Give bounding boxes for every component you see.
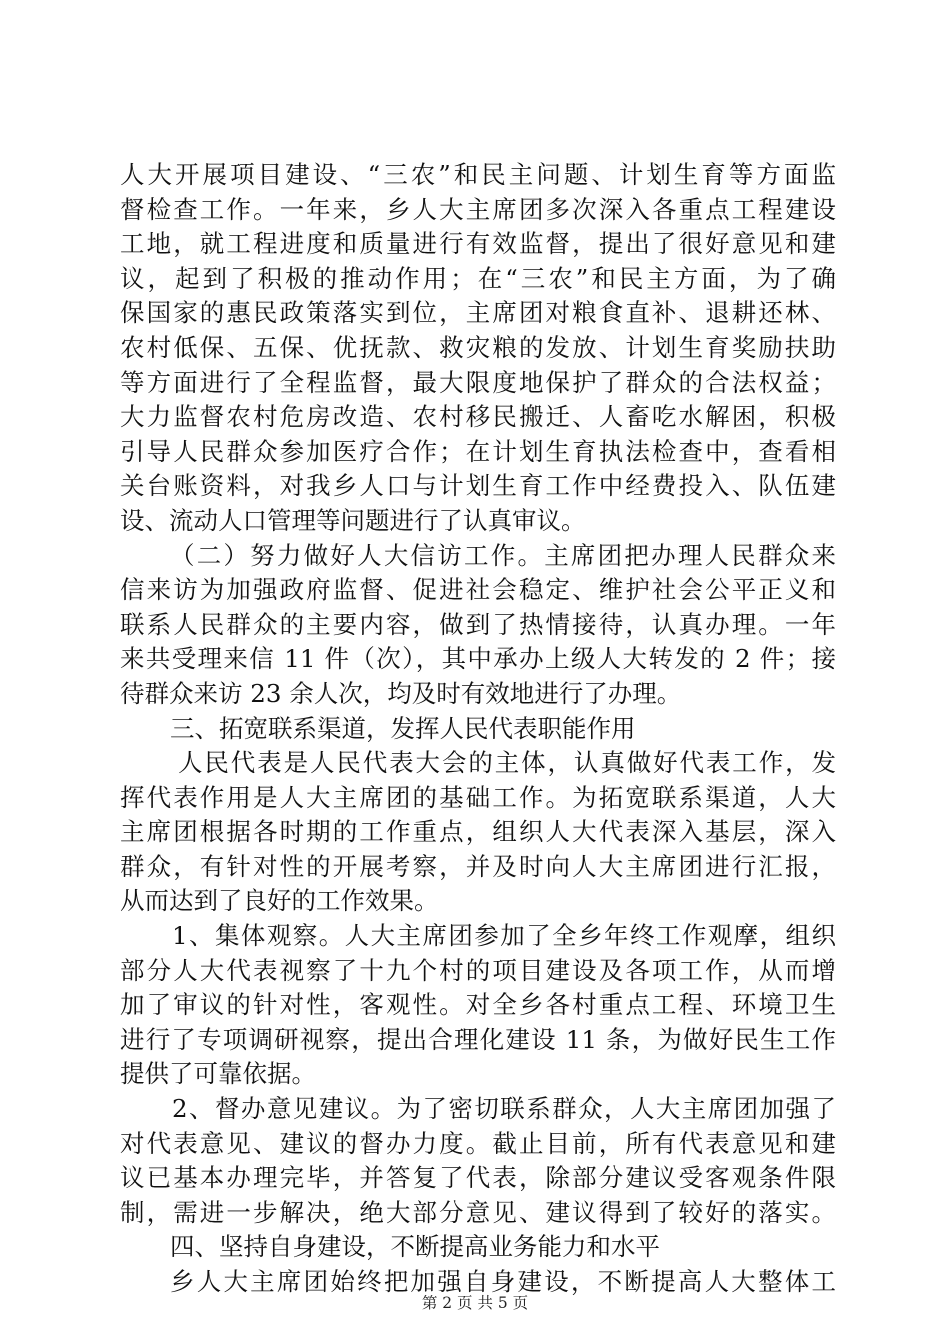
text-line: 关台账资料，对我乡人口与计划生育工作中经费投入、队伍建	[120, 471, 836, 501]
text-line: 设、流动人口管理等问题进行了认真审议。	[120, 505, 586, 535]
page-number-footer: 第 2 页 共 5 页	[421, 1294, 529, 1312]
text-line: 三、拓宽联系渠道，发挥人民代表职能作用	[170, 713, 636, 743]
text-line: 人民代表是人民代表大会的主体，认真做好代表工作，发	[178, 748, 836, 778]
text-line: 部分人大代表视察了十九个村的项目建设及各项工作，从而增	[120, 955, 836, 985]
text-line: 人大开展项目建设、“三农”和民主问题、计划生育等方面监	[120, 160, 836, 189]
text-line: 来共受理来信 11 件（次），其中承办上级人大转发的 2 件；接	[120, 644, 836, 674]
text-line: 对代表意见、建议的督办力度。截止目前，所有代表意见和建	[120, 1128, 836, 1158]
text-line: 工地，就工程进度和质量进行有效监督，提出了很好意见和建	[120, 229, 836, 259]
text-line: 农村低保、五保、优抚款、救灾粮的发放、计划生育奖励扶助	[120, 332, 836, 362]
text-line: 联系人民群众的主要内容，做到了热情接待，认真办理。一年	[120, 609, 836, 639]
text-line: 加了审议的针对性，客观性。对全乡各村重点工程、环境卫生	[120, 990, 836, 1020]
text-line: 信来访为加强政府监督、促进社会稳定、维护社会公平正义和	[120, 575, 836, 605]
text-line: 主席团根据各时期的工作重点，组织人大代表深入基层，深入	[120, 817, 836, 847]
text-line: （二）努力做好人大信访工作。主席团把办理人民群众来	[170, 540, 836, 570]
text-line: 从而达到了良好的工作效果。	[120, 886, 439, 916]
text-line: 待群众来访 23 余人次，均及时有效地进行了办理。	[120, 678, 682, 708]
text-line: 大力监督农村危房改造、农村移民搬迁、人畜吃水解困，积极	[120, 402, 836, 432]
text-line: 保国家的惠民政策落实到位，主席团对粮食直补、退耕还林、	[120, 298, 836, 328]
text-line: 挥代表作用是人大主席团的基础工作。为拓宽联系渠道，人大	[120, 782, 836, 812]
text-line: 2、督办意见建议。为了密切联系群众，人大主席团加强了	[172, 1094, 836, 1124]
text-line: 乡人大主席团始终把加强自身建设，不断提高人大整体工	[170, 1267, 836, 1296]
text-line: 引导人民群众参加医疗合作；在计划生育执法检查中，查看相	[120, 436, 836, 466]
text-line: 制，需进一步解决，绝大部分意见、建议得到了较好的落实。	[120, 1197, 836, 1227]
text-line: 1、集体观察。人大主席团参加了全乡年终工作观摩，组织	[172, 921, 836, 951]
text-line: 议已基本办理完毕，并答复了代表，除部分建议受客观条件限	[120, 1163, 836, 1193]
document-body	[120, 158, 836, 1300]
text-line: 督检查工作。一年来，乡人大主席团多次深入各重点工程建设	[120, 194, 836, 224]
text-line: 等方面进行了全程监督，最大限度地保护了群众的合法权益；	[120, 367, 836, 397]
text-line: 群众，有针对性的开展考察，并及时向人大主席团进行汇报，	[120, 851, 836, 881]
text-line: 进行了专项调研视察，提出合理化建设 11 条，为做好民生工作	[120, 1024, 836, 1054]
text-line: 提供了可靠依据。	[120, 1059, 316, 1089]
text-line: 四、坚持自身建设，不断提高业务能力和水平	[170, 1232, 660, 1262]
text-line: 议，起到了积极的推动作用；在“三农”和民主方面，为了确	[120, 263, 836, 293]
